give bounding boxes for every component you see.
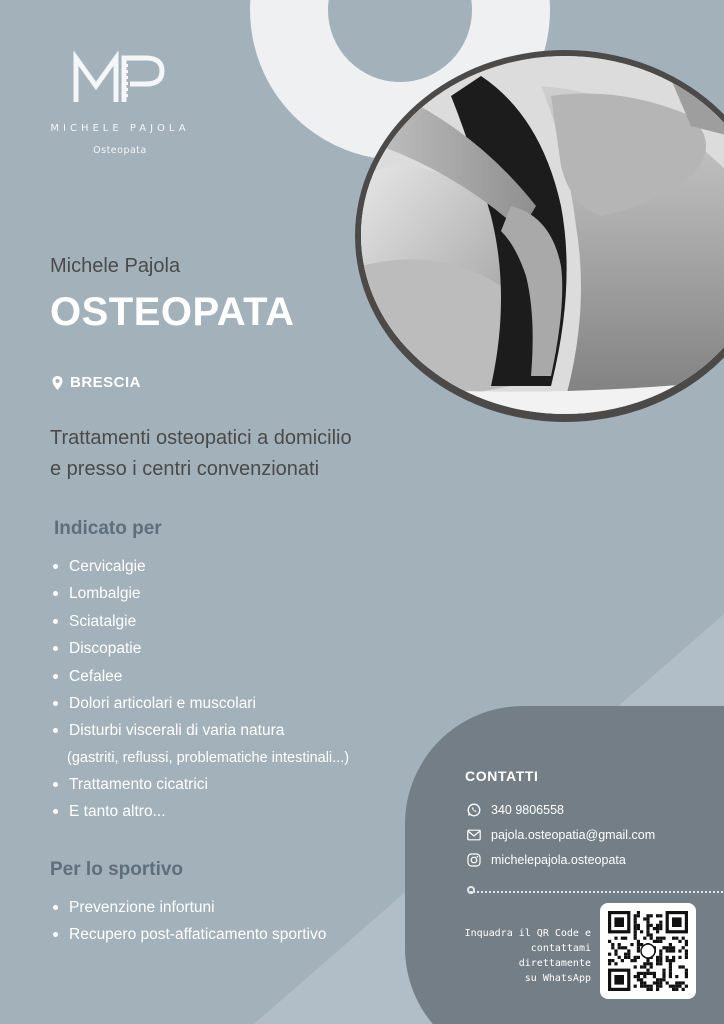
instagram-icon <box>467 853 481 867</box>
list-item-note: (gastriti, reflussi, problematiche intestinali...) <box>67 749 350 766</box>
logo-name: MICHELE PAJOLA <box>50 123 190 134</box>
profession-title: OSTEOPATA <box>50 290 295 334</box>
list-item: Cefalee <box>52 663 349 690</box>
contact-instagram[interactable] <box>467 853 626 867</box>
instagram-handle: michelepajola.osteopata <box>491 853 626 867</box>
logo-subtitle: Osteopata <box>93 145 147 156</box>
location-city: BRESCIA <box>70 374 142 391</box>
map-pin-icon <box>52 376 63 390</box>
description-line-1: Trattamenti osteopatici a domicilio <box>50 427 352 449</box>
qr-note-line-3: su WhatsApp <box>524 973 591 984</box>
description <box>50 423 450 485</box>
doctor-name: Michele Pajola <box>50 255 181 277</box>
contacts-panel <box>405 706 724 1024</box>
contact-phone[interactable] <box>467 803 564 817</box>
description-line-2: e presso i centri convenzionati <box>50 458 320 480</box>
phone-number: 340 9806558 <box>491 803 564 817</box>
whatsapp-icon <box>467 803 481 817</box>
contacts-heading: CONTATTI <box>465 768 539 784</box>
list-item: Discopatie <box>52 635 349 662</box>
list-item: Recupero post-affaticamento sportivo <box>52 921 326 948</box>
list-item: Sciatalgie <box>52 608 349 635</box>
location <box>52 374 141 391</box>
logo-monogram <box>50 46 190 116</box>
contact-email[interactable] <box>467 828 655 842</box>
section-heading-indicato: Indicato per <box>54 518 162 539</box>
qr-note-line-1: Inquadra il QR Code e <box>464 928 591 939</box>
list-item: E tanto altro... <box>52 798 349 825</box>
email-address: pajola.osteopatia@gmail.com <box>491 828 656 842</box>
qr-code[interactable] <box>600 903 696 999</box>
list-item: Prevenzione infortuni <box>52 894 326 921</box>
qr-note-line-2: contattami direttamente <box>518 943 591 969</box>
qr-code-icon <box>600 903 696 999</box>
section-heading-sportivo: Per lo sportivo <box>50 859 184 880</box>
qr-note <box>453 926 591 986</box>
list-item: Cervicalgie <box>52 553 349 580</box>
mail-icon <box>467 829 481 841</box>
dotted-divider <box>470 891 724 893</box>
list-item: Dolori articolari e muscolari <box>52 690 349 717</box>
treatment-photo-illustration <box>361 56 724 414</box>
sport-list <box>52 894 326 949</box>
list-item: Lombalgie <box>52 580 349 607</box>
list-item: Disturbi viscerali di varia natura <box>52 717 349 744</box>
indications-list <box>52 553 349 826</box>
list-item: Trattamento cicatrici <box>52 771 349 798</box>
